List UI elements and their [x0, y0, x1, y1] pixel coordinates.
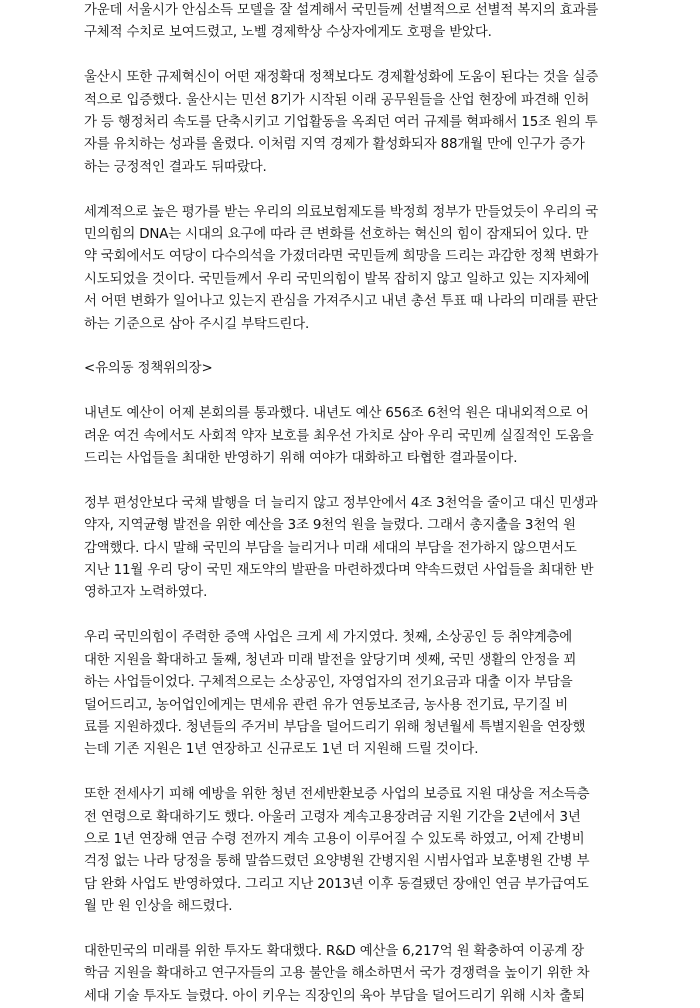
paragraph-gap — [84, 336, 660, 358]
paragraph-line: 가운데 서울시가 안심소득 모델을 잘 설계해서 국민들께 선별적으로 선별적 복지의 효과를 — [84, 3, 599, 18]
paragraph-gap — [84, 470, 660, 492]
paragraph-line: 월 만 원 인상을 해드렸다. — [84, 899, 233, 915]
paragraph — [84, 493, 660, 605]
paragraph — [84, 784, 660, 918]
paragraph-line: 울산시 또한 규제혁신이 어떤 재정확대 정책보다도 경제활성화에 도움이 된다는 것을 실증 — [84, 70, 599, 86]
paragraph — [84, 941, 660, 1008]
paragraph-line: 전 연령으로 확대하기도 했다. 아울러 고령자 계속고용장려금 지원 기간을 2년에서 3년 — [84, 809, 581, 825]
paragraph-line: 구체적 수치로 보여드렸고, 노벨 경제학상 수상자에게도 호평을 받았다. — [84, 25, 492, 41]
paragraph-gap — [84, 381, 660, 403]
paragraph — [84, 627, 660, 761]
paragraph-line: 려운 여건 속에서도 사회적 약자 보호를 최우선 가치로 삼아 우리 국민께 실질적인 도움을 — [84, 428, 594, 444]
paragraph — [84, 403, 660, 470]
paragraph — [84, 67, 660, 179]
paragraph-line: 대한 지원을 확대하고 둘째, 청년과 미래 발전을 앞당기며 셋째, 국민 생활의 안정을 꾀 — [84, 652, 577, 668]
paragraph — [84, 0, 660, 45]
paragraph-line: 정부 편성안보다 국채 발행을 더 늘리지 않고 정부안에서 4조 3천억을 줄이고 대신 민생과 — [84, 495, 598, 511]
paragraph-gap — [84, 605, 660, 627]
paragraph-line: 하는 기준으로 삼아 주시길 부탁드린다. — [84, 316, 310, 332]
paragraph-line: 하는 긍정적인 결과도 뒤따랐다. — [84, 159, 267, 175]
paragraph-line: 내년도 예산이 어제 본회의를 통과했다. 내년도 예산 656조 6천억 원은 대내외적으로 어 — [84, 406, 589, 422]
paragraph-line: 약자, 지역균형 발전을 위한 예산을 3조 9천억 원을 늘렸다. 그래서 총지출을 3천억 원 — [84, 518, 576, 534]
paragraph-line: 약 국회에서도 여당이 다수의석을 가졌더라면 국민들께 희망을 드리는 과감한 정책 변화가 — [84, 249, 599, 265]
paragraph-line: 지난 11월 우리 당이 국민 재도약의 발판을 마련하겠다며 약속드렸던 사업들을 최대한 반 — [84, 563, 594, 579]
paragraph-line: 덜어드리고, 농어업인에게는 면세유 관련 유가 연동보조금, 농사용 전기료, 무기질 비 — [84, 697, 568, 713]
paragraph-gap — [84, 762, 660, 784]
paragraph-line: 으로 1년 연장해 연금 수령 전까지 계속 고용이 이루어질 수 있도록 하였고, 어제 간병비 — [84, 831, 585, 847]
paragraph-line: 대한민국의 미래를 위한 투자도 확대했다. R&D 예산을 6,217억 원 확충하여 이공계 장 — [84, 943, 585, 959]
paragraph-line: 또한 전세사기 피해 예방을 위한 청년 전세반환보증 사업의 보증료 지원 대상을 저소득층 — [84, 787, 590, 803]
paragraph-line: 감액했다. 다시 말해 국민의 부담을 늘리거나 미래 세대의 부담을 전가하지 않으면서도 — [84, 540, 577, 556]
paragraph-line: 세계적으로 높은 평가를 받는 우리의 의료보험제도를 박정희 정부가 만들었듯이 우리의 국 — [84, 204, 599, 220]
paragraph-line: 영하고자 노력하였다. — [84, 585, 208, 601]
paragraph-line: 담 완화 사업도 반영하였다. 그리고 지난 2013년 이후 동결됐던 장애인 연금 부가급여도 — [84, 876, 589, 892]
paragraph-line: 드리는 사업들을 최대한 반영하기 위해 여야가 대화하고 타협한 결과물이다. — [84, 451, 518, 467]
paragraph-line: 하는 사업들이었다. 구체적으로는 소상공인, 자영업자의 전기요금과 대출 이자 부담을 — [84, 675, 573, 691]
paragraph-line: 료를 지원하겠다. 청년들의 주거비 부담을 덜어드리기 위해 청년월세 특별지원을 연장했 — [84, 719, 586, 735]
paragraph-gap — [84, 45, 660, 67]
paragraph-line: 학금 지원을 확대하고 연구자들의 고용 불안을 해소하면서 국가 경쟁력을 높이기 위한 차 — [84, 966, 590, 982]
paragraph — [84, 202, 660, 336]
paragraph-line: 서 어떤 변화가 일어나고 있는지 관심을 가져주시고 내년 총선 투표 때 나라의 미래를 판단 — [84, 294, 598, 310]
paragraph-line: 민의힘의 DNA는 시대의 요구에 따라 큰 변화를 선호하는 혁신의 힘이 잠재되어 있다. 만 — [84, 227, 589, 243]
paragraph-gap — [84, 179, 660, 201]
paragraph-line: 세대 기술 투자도 늘렸다. 아이 키우는 직장인의 육아 부담을 덜어드리기 위해 시차 출퇴 — [84, 988, 585, 1004]
paragraph-line: 적으로 입증했다. 울산시는 민선 8기가 시작된 이래 공무원들을 산업 현장에 파견해 인허 — [84, 92, 590, 108]
paragraph-line: 는데 기존 지원은 1년 연장하고 신규로도 1년 더 지원해 드릴 것이다. — [84, 742, 479, 758]
paragraph-line: 자를 유치하는 성과를 올렸다. 이처럼 지역 경제가 활성화되자 88개월 만에 인구가 증가 — [84, 137, 585, 153]
paragraph-gap — [84, 919, 660, 941]
section-heading — [84, 358, 660, 380]
paragraph-line: 걱정 없는 나라 당정을 통해 말씀드렸던 요양병원 간병지원 시범사업과 보훈병원 간병 부 — [84, 854, 590, 870]
heading-text: <유의동 정책위의장> — [84, 361, 213, 377]
paragraph-line: 우리 국민의힘이 주력한 증액 사업은 크게 세 가지였다. 첫째, 소상공인 등 취약계층에 — [84, 630, 573, 646]
paragraph-line: 시도되었을 것이다. 국민들께서 우리 국민의힘이 발목 잡히지 않고 일하고 있는 지자체에 — [84, 271, 590, 287]
paragraph-line: 가 등 행정처리 속도를 단축시키고 기업활동을 옥죄던 여러 규제를 혁파해서 15조 원의 투 — [84, 115, 598, 131]
